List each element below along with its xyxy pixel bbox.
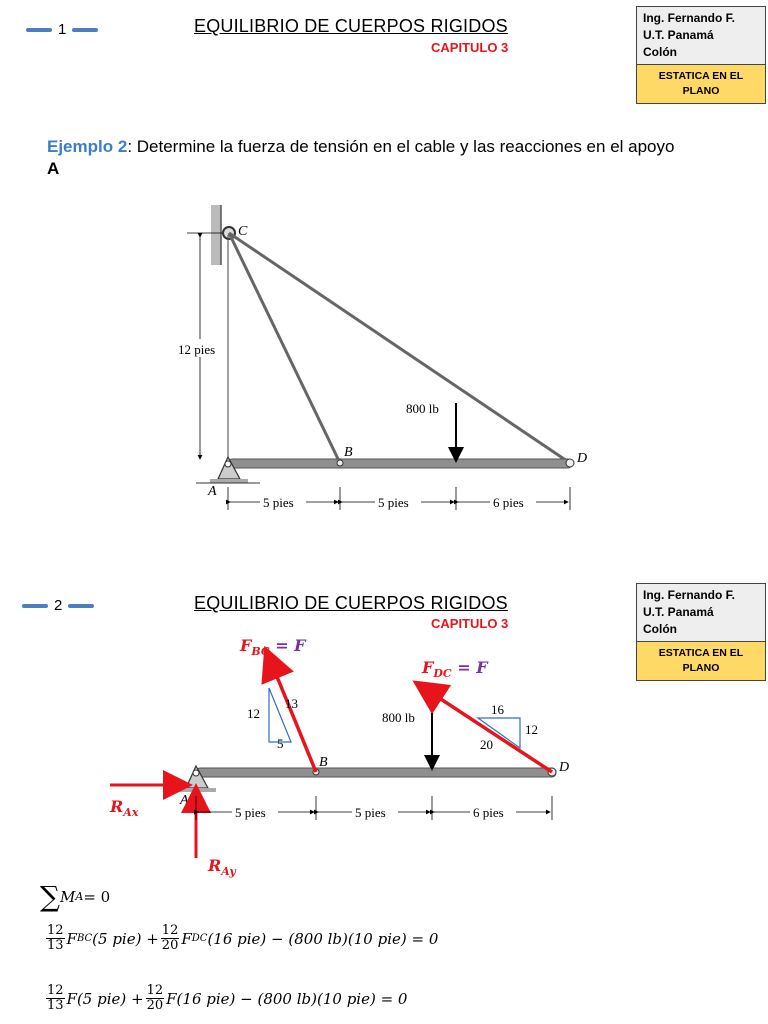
eq2-frac1-den: 13 <box>47 998 64 1013</box>
tri1-horizontal: 5 <box>277 736 284 751</box>
beam <box>228 459 572 468</box>
eq2-frac2-num: 12 <box>146 983 164 998</box>
example-bold-point: A <box>47 159 60 178</box>
load-label: 800 lb <box>382 710 415 725</box>
label-a: A <box>208 484 217 499</box>
chapter-label: CAPITULO 3 <box>431 40 509 55</box>
page-number-2 <box>22 597 94 614</box>
force-fbc-arrow <box>271 662 316 772</box>
page-number-bar-right <box>72 28 98 32</box>
eq1-term2-rest: (16 pie) − (800 lb)(10 pie) = 0 <box>207 929 439 948</box>
page-number-bar-left <box>22 604 48 608</box>
label-fbc-sub: BC <box>251 645 270 659</box>
page-number-bar-right <box>68 604 94 608</box>
document-title: EQUILIBRIO DE CUERPOS RIGIDOS <box>194 593 508 613</box>
dim-label-2: 5 pies <box>378 495 409 510</box>
example-prompt <box>47 136 687 180</box>
moment-equation: ∑ M A = 0 <box>40 880 111 913</box>
eq1-frac2-den: 20 <box>161 938 179 953</box>
label-ray-sub: Ay <box>221 865 236 879</box>
label-fbc: $F_{BC} = F$ <box>240 636 306 659</box>
eq2-frac2-den: 20 <box>146 998 164 1013</box>
eq1-frac1-den: 13 <box>47 938 64 953</box>
page-number-text: 2 <box>54 597 63 614</box>
label-ray: $R_{Ay}$ <box>208 856 236 879</box>
author-info-box <box>636 6 766 104</box>
dim-label-1: 5 pies <box>263 495 294 510</box>
label-d: D <box>559 760 570 775</box>
problem-figure <box>0 195 768 525</box>
moment-sub: A <box>75 890 84 903</box>
tri1-vertical: 12 <box>247 706 260 721</box>
tri2-vertical: 12 <box>525 722 538 737</box>
tri2-horizontal: 16 <box>491 702 504 717</box>
example-label: Ejemplo 2 <box>47 137 128 156</box>
height-label: 12 pies <box>178 342 216 357</box>
sum-symbol: ∑ <box>40 880 60 913</box>
pin-d <box>566 459 574 467</box>
page-number-1 <box>26 21 98 38</box>
eq2-term2: F(16 pie) − (800 lb)(10 pie) = 0 <box>166 989 408 1008</box>
eq1-term1-sub: BC <box>76 933 93 944</box>
topic-label: ESTATICA EN EL PLANO <box>637 65 765 103</box>
label-fdc-sub: DC <box>433 667 452 681</box>
page-number-text: 1 <box>58 21 67 38</box>
author-name: Ing. Fernando F. U.T. Panamá Colón <box>637 584 765 642</box>
label-rax-sub: Ax <box>123 806 139 820</box>
moment-rhs: = 0 <box>83 887 111 906</box>
label-d: D <box>577 451 588 466</box>
label-fdc-eq: = F <box>451 658 488 677</box>
page-number-bar-left <box>26 28 52 32</box>
load-label: 800 lb <box>406 401 439 416</box>
free-body-diagram <box>0 630 768 885</box>
document-title: EQUILIBRIO DE CUERPOS RIGIDOS <box>194 16 508 36</box>
equation-2 <box>44 984 407 1013</box>
label-rax: $R_{Ax}$ <box>110 797 139 820</box>
tri2-hyp: 20 <box>480 737 493 752</box>
eq1-term1: F <box>66 929 77 948</box>
author-name: Ing. Fernando F. U.T. Panamá Colón <box>637 7 765 65</box>
eq1-term2: F <box>181 929 192 948</box>
beam <box>196 768 556 777</box>
eq1-frac1-num: 12 <box>47 923 64 938</box>
label-fbc-eq: = F <box>269 636 306 655</box>
dim-label-3: 6 pies <box>473 805 504 820</box>
eq2-frac1-num: 12 <box>47 983 64 998</box>
tri1-hyp: 13 <box>285 696 298 711</box>
cable-cd <box>229 233 570 463</box>
label-b: B <box>319 755 328 770</box>
label-fdc: $F_{DC} = F$ <box>422 658 488 681</box>
eq1-term1-rest: (5 pie) + <box>92 929 159 948</box>
equation-1 <box>44 924 438 953</box>
wall-support <box>211 205 221 265</box>
eq1-term2-sub: DC <box>191 933 208 944</box>
cable-cb <box>229 233 340 463</box>
eq2-term1: F(5 pie) + <box>66 989 144 1008</box>
topic-label: ESTATICA EN EL PLANO <box>637 642 765 680</box>
label-c: C <box>238 224 248 239</box>
eq1-frac2-num: 12 <box>161 923 179 938</box>
example-text: : Determine la fuerza de tensión en el cable y las reacciones en el apoyo <box>127 137 675 156</box>
label-b: B <box>344 445 353 460</box>
pin-b <box>337 460 343 466</box>
label-a: A <box>180 793 189 808</box>
chapter-label: CAPITULO 3 <box>431 616 509 631</box>
dim-label-2: 5 pies <box>355 805 386 820</box>
dim-label-3: 6 pies <box>493 495 524 510</box>
dim-label-1: 5 pies <box>235 805 266 820</box>
